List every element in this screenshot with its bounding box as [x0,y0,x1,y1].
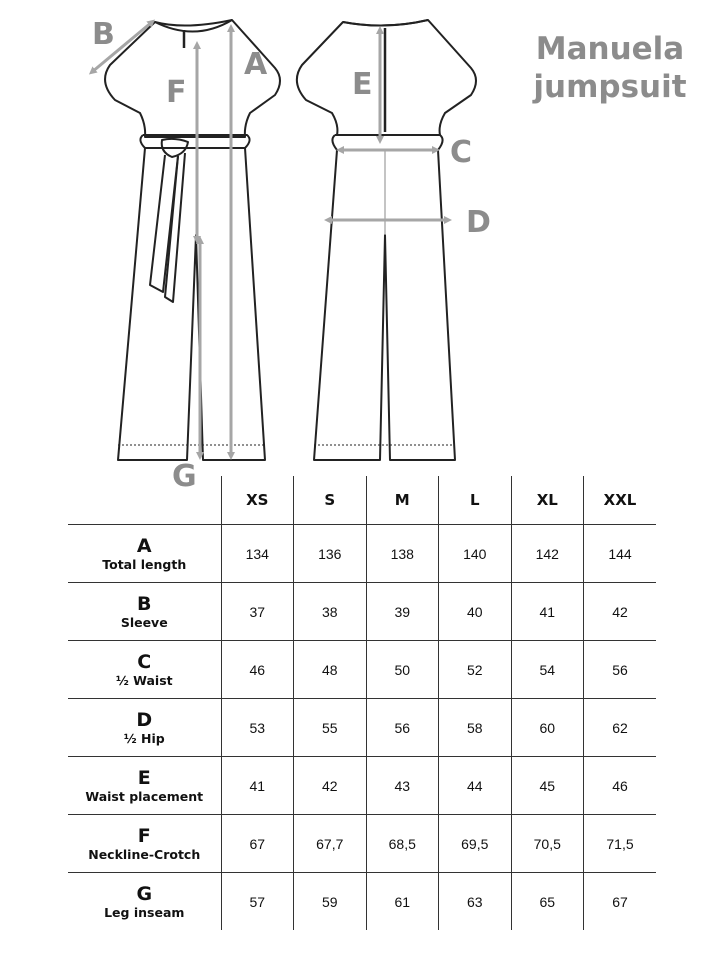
measurement-letter: E [137,766,151,789]
measurement-value: 57 [221,873,294,931]
label-g: G [172,459,197,490]
measurement-value: 65 [511,873,584,931]
measurement-label [68,641,221,699]
measurement-value: 67,7 [294,815,367,873]
measurement-value: 140 [439,525,512,583]
pattern-title [520,30,700,106]
measurement-value: 136 [294,525,367,583]
measurement-name: Total length [102,556,187,572]
measurement-letter: B [137,592,152,615]
measurement-name: Leg inseam [104,904,185,920]
measurement-value: 42 [584,583,657,641]
measurement-value: 46 [584,757,657,815]
label-a: A [244,47,268,82]
measurement-value: 70,5 [511,815,584,873]
measurement-row-d [68,699,656,757]
measurement-arrows [92,22,448,456]
measurement-value: 67 [221,815,294,873]
label-b: B [92,17,115,52]
measurement-value: 44 [439,757,512,815]
corner-cell [68,476,221,525]
measurement-label [68,757,221,815]
measurement-value: 52 [439,641,512,699]
measurement-row-e [68,757,656,815]
measurement-letter: A [136,534,152,557]
measurement-letter: F [137,824,151,847]
measurement-name: Neckline-Crotch [88,846,201,862]
measurement-value: 43 [366,757,439,815]
label-f: F [166,75,187,110]
measurement-value: 56 [366,699,439,757]
measurement-row-f [68,815,656,873]
measurement-value: 56 [584,641,657,699]
measurement-row-c [68,641,656,699]
measurement-value: 71,5 [584,815,657,873]
measurement-value: 68,5 [366,815,439,873]
size-header-xxl: XXL [584,476,657,525]
measurement-name: ½ Waist [115,672,173,688]
label-d: D [466,205,491,240]
measurement-label [68,699,221,757]
measurement-letter: G [136,882,153,905]
measurement-value: 39 [366,583,439,641]
front-view [105,20,280,460]
title-line-1: Manuela [535,31,685,67]
measurement-label [68,525,221,583]
measurement-name: Waist placement [85,788,204,804]
back-view [297,20,476,460]
measurement-value: 67 [584,873,657,931]
measurement-value: 134 [221,525,294,583]
front-trousers-outline [118,148,265,460]
front-belt-tie-left [150,155,178,292]
measurement-value: 58 [439,699,512,757]
measurement-value: 54 [511,641,584,699]
measurement-value: 41 [511,583,584,641]
size-header-s: S [294,476,367,525]
measurement-value: 40 [439,583,512,641]
size-header-l: L [439,476,512,525]
measurement-value: 144 [584,525,657,583]
title-line-2: jumpsuit [533,69,687,105]
measurement-value: 55 [294,699,367,757]
measurement-value: 60 [511,699,584,757]
measurement-value: 59 [294,873,367,931]
back-bodice-outline [297,20,476,135]
measurement-row-g [68,873,656,931]
label-c: C [450,135,473,170]
measurement-value: 38 [294,583,367,641]
measurement-label [68,815,221,873]
measurement-value: 138 [366,525,439,583]
measurement-value: 41 [221,757,294,815]
measurement-label [68,583,221,641]
measurement-value: 42 [294,757,367,815]
measurement-value: 63 [439,873,512,931]
size-header-xl: XL [511,476,584,525]
measurement-value: 48 [294,641,367,699]
measurement-value: 142 [511,525,584,583]
size-header-xs: XS [221,476,294,525]
measurement-value: 50 [366,641,439,699]
label-e: E [352,67,373,102]
measurement-value: 46 [221,641,294,699]
measurement-name: Sleeve [120,614,168,630]
back-neckline [343,20,428,26]
size-header-row [68,476,656,525]
measurement-name: ½ Hip [123,730,165,746]
measurement-letter: D [136,708,153,731]
measurement-row-b [68,583,656,641]
measurement-value: 53 [221,699,294,757]
back-waist-band [332,135,442,150]
measurement-value: 62 [584,699,657,757]
measurement-value: 61 [366,873,439,931]
measurement-value: 69,5 [439,815,512,873]
measurement-letter: C [137,650,152,673]
size-chart-table [68,476,656,930]
measurement-value: 37 [221,583,294,641]
measurement-label [68,873,221,931]
measurement-value: 45 [511,757,584,815]
size-header-m: M [366,476,439,525]
measurement-row-a [68,525,656,583]
